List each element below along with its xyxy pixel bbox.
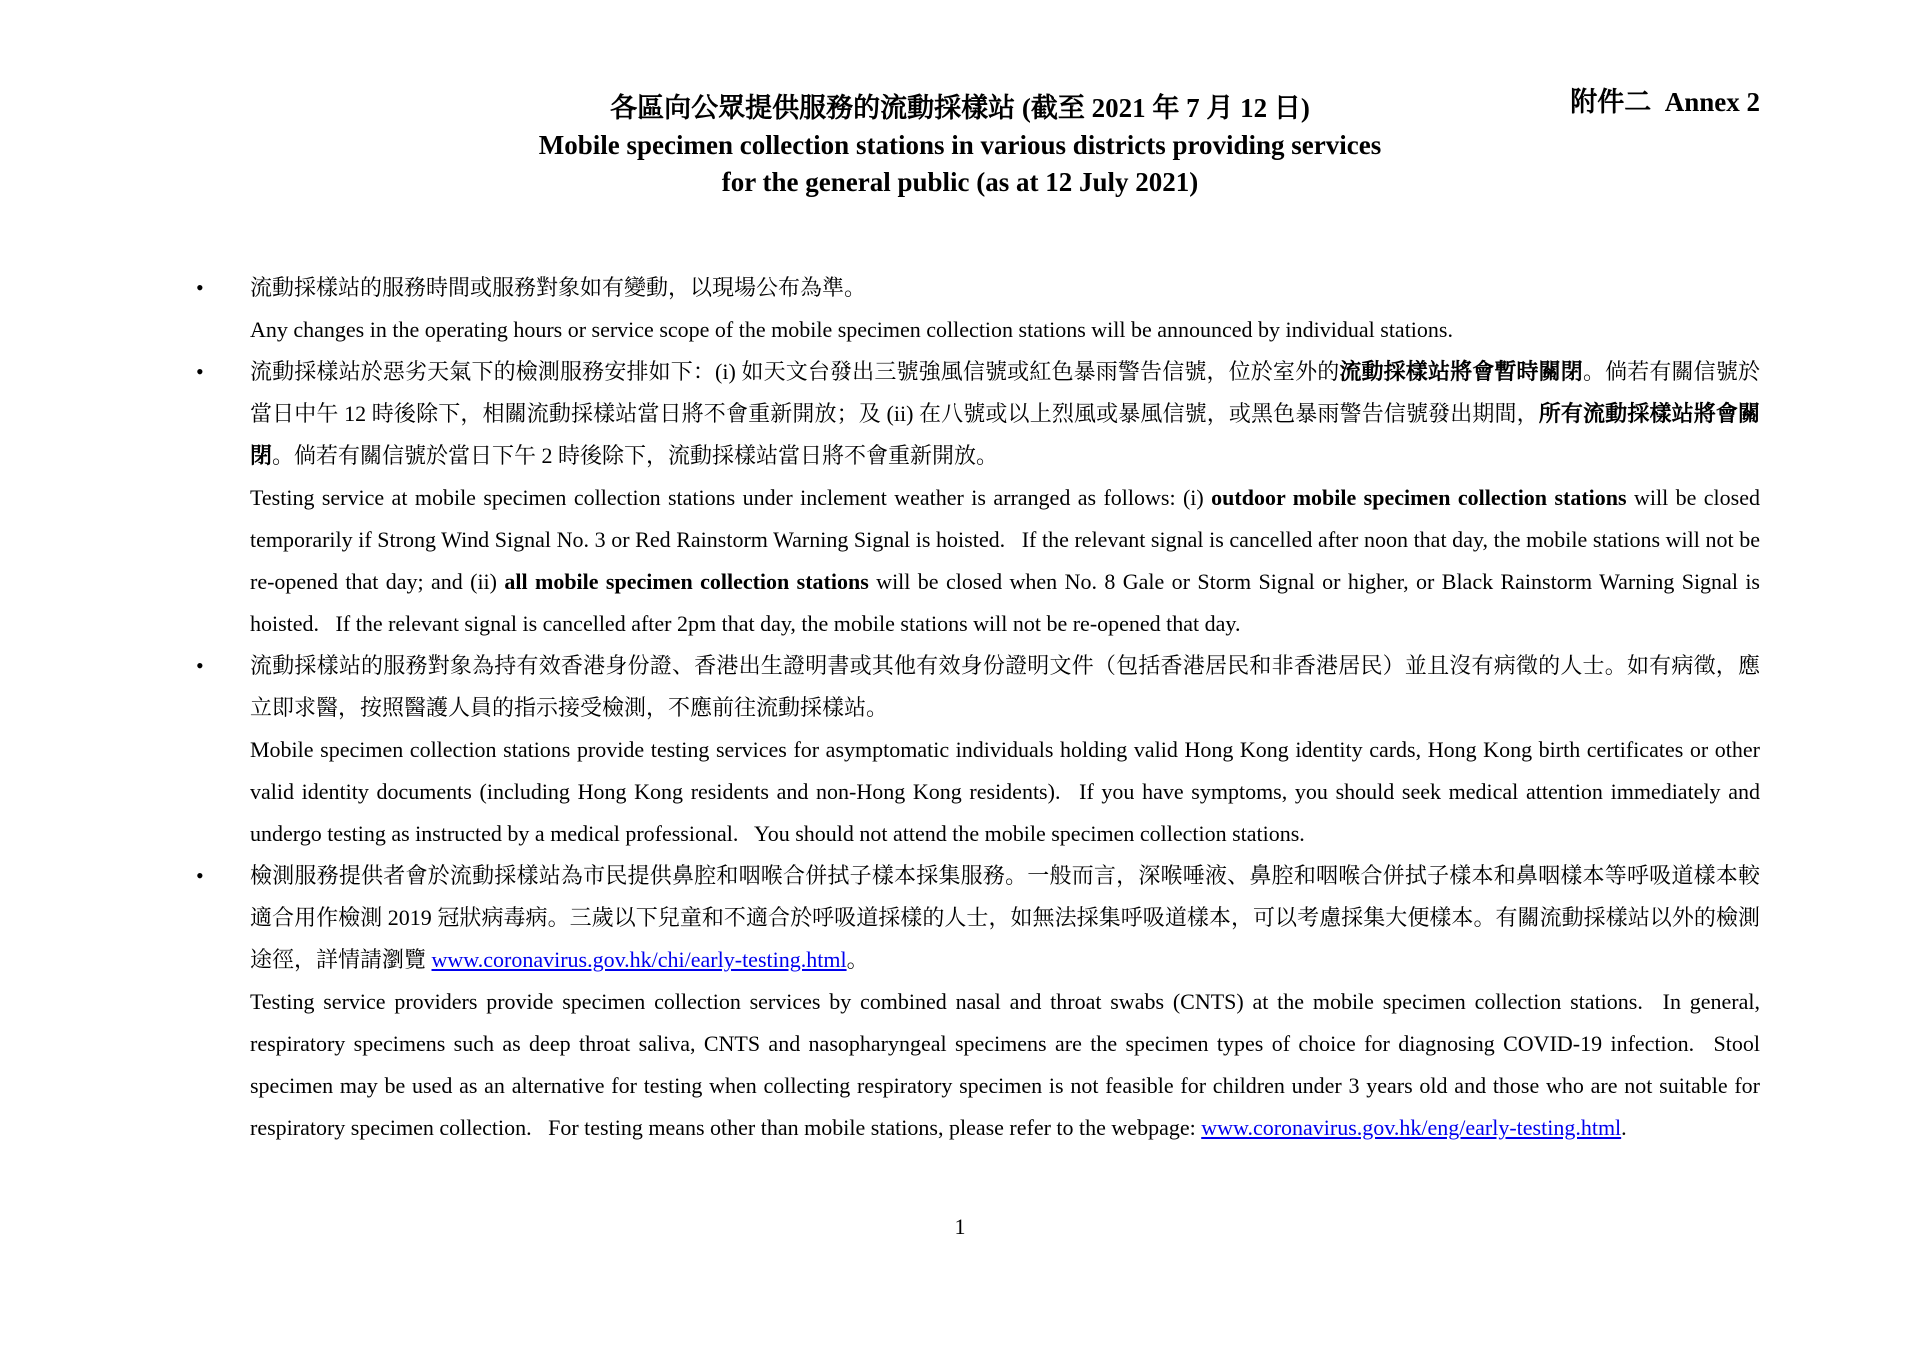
bullet-marker: • <box>196 653 204 678</box>
bullet-item <box>196 645 1760 855</box>
bullet-paragraph-zh <box>250 267 1760 309</box>
text-run: 流動採樣站於惡劣天氣下的檢測服務安排如下：(i) 如天文台發出三號強風信號或紅色暴雨警告信號，位於室外的 <box>250 359 1340 384</box>
annex-label: 附件二 Annex 2 <box>1570 87 1760 117</box>
bullet-item <box>196 351 1760 645</box>
bullet-marker: • <box>196 275 204 300</box>
text-run: 。倘若有關信號於當日下午 2 時後除下，流動採樣站當日將不會重新開放。 <box>272 443 999 468</box>
bold-text-run: 所有流動採樣站將會關閉 <box>250 401 1760 468</box>
text-run: 流動採樣站的服務時間或服務對象如有變動，以現場公布為準。 <box>250 275 867 300</box>
eng-early-testing-link[interactable]: www.coronavirus.gov.hk/eng/early-testing.html <box>1201 1115 1622 1140</box>
text-run: 檢測服務提供者會於流動採樣站為市民提供鼻腔和咽喉合併拭子樣本採集服務。一般而言，深喉唾液、鼻腔和咽喉合併拭子樣本和鼻咽樣本等呼吸道樣本較適合用作檢測 2019 冠狀病毒病。三歲以下兒童和不適合於呼吸道採樣的人士，如無法採集呼吸道樣本，可以考慮採集大便樣本。有關流動採樣站以外的檢測途徑，詳情請瀏覽 <box>250 863 1760 972</box>
text-run: 。 <box>846 947 869 972</box>
document-title-en-line1: Mobile specimen collection stations in various districts providing services <box>538 130 1382 160</box>
bullet-paragraph-zh <box>250 855 1760 981</box>
page-number: 1 <box>954 1214 966 1239</box>
bullet-paragraph-en <box>250 477 1760 645</box>
text-run: Any changes in the operating hours or service scope of the mobile specimen collection stations will be announced by individual stations. <box>250 317 1453 342</box>
bullet-paragraph-en <box>250 309 1760 351</box>
bullet-paragraph-zh <box>250 645 1760 729</box>
bold-text-run: 流動採樣站將會暫時關閉 <box>1339 359 1583 384</box>
text-run: 流動採樣站的服務對象為持有效香港身份證、香港出生證明書或其他有效身份證明文件（包括香港居民和非香港居民）並且沒有病徵的人士。如有病徵，應立即求醫，按照醫護人員的指示接受檢測，不應前往流動採樣站。 <box>250 653 1760 720</box>
bullet-marker: • <box>196 863 204 888</box>
bullet-item <box>196 267 1760 351</box>
bold-text-run: outdoor mobile specimen collection stations <box>1211 485 1627 510</box>
text-run: Mobile specimen collection stations provide testing services for asymptomatic individuals holding valid Hong Kong identity cards, Hong Kong birth certificates or other valid identity documents (including Hong Kong residents and non-Hong Kong residents). If you have symptoms, you should seek medical attention immediately and undergo testing as instructed by a medical professional. You should not attend the mobile specimen collection stations. <box>250 737 1760 846</box>
document-title-en-line2: for the general public (as at 12 July 2021) <box>721 167 1199 197</box>
bullet-paragraph-en <box>250 729 1760 855</box>
bullet-paragraph-zh <box>250 351 1760 477</box>
bullet-list <box>196 267 1760 1149</box>
text-run: 。倘若有關信號於當日中午 12 時後除下，相關流動採樣站當日將不會重新開放；及 (ii) 在八號或以上烈風或暴風信號，或黑色暴雨警告信號發出期間， <box>250 359 1760 426</box>
bullet-content <box>250 351 1760 645</box>
bullet-content <box>250 267 1760 351</box>
bullet-content <box>250 645 1760 855</box>
document-title-zh: 各區向公眾提供服務的流動採樣站 (截至 2021 年 7 月 12 日) <box>610 93 1310 123</box>
bullet-paragraph-en <box>250 981 1760 1149</box>
chi-early-testing-link[interactable]: www.coronavirus.gov.hk/chi/early-testing.html <box>431 947 847 972</box>
bullet-content <box>250 855 1760 1149</box>
text-run: will be closed temporarily if Strong Wind Signal No. 3 or Red Rainstorm Warning Signal is hoisted. If the relevant signal is cancelled after noon that day, the mobile stations will not be re-opened that day; and (ii) <box>250 485 1760 594</box>
bold-text-run: all mobile specimen collection stations <box>504 569 869 594</box>
bullet-marker: • <box>196 359 204 384</box>
text-run: will be closed when No. 8 Gale or Storm Signal or higher, or Black Rainstorm Warning Signal is hoisted. If the relevant signal is cancelled after 2pm that day, the mobile stations will not be re-opened that day. <box>250 569 1760 636</box>
text-run: . <box>1621 1115 1627 1140</box>
text-run: Testing service providers provide specimen collection services by combined nasal and throat swabs (CNTS) at the mobile specimen collection stations. In general, respiratory specimens such as deep throat saliva, CNTS and nasopharyngeal specimens are the specimen types of choice for diagnosing COVID-19 infection. Stool specimen may be used as an alternative for testing when collecting respiratory specimen is not feasible for children under 3 years old and those who are not suitable for respiratory specimen collection. For testing means other than mobile stations, please refer to the webpage: <box>250 989 1760 1140</box>
bullet-item <box>196 855 1760 1149</box>
text-run: Testing service at mobile specimen collection stations under inclement weather is arranged as follows: (i) <box>250 485 1212 510</box>
